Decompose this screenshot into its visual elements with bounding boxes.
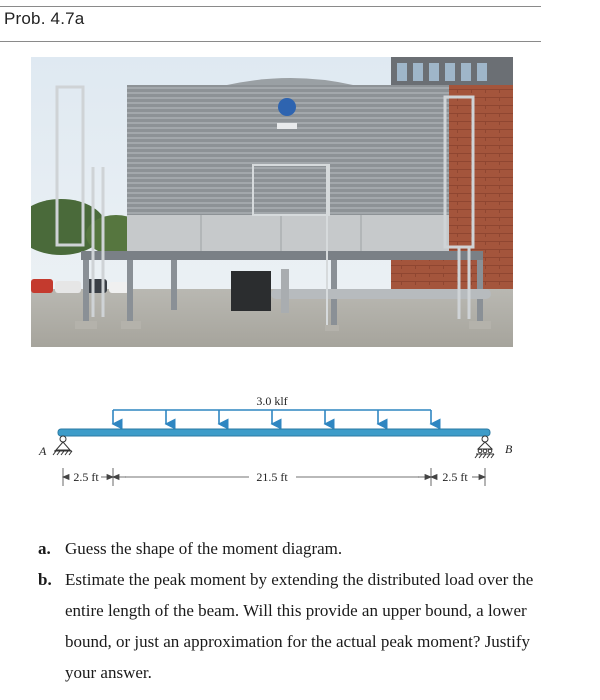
cooling-tower-photo: [31, 57, 513, 347]
dim-left-label: 2.5 ft: [73, 470, 99, 484]
question-b-text: Estimate the peak moment by extending the distributed load over the entire length of the beam. Will this provide an upper bound, a lower bound, or just an approximation for the actual peak moment? Justify your answer.: [65, 570, 534, 682]
question-a-text: Guess the shape of the moment diagram.: [65, 539, 343, 558]
question-a-label: a.: [38, 539, 51, 558]
top-rule: [0, 6, 541, 7]
title-rule: [0, 41, 541, 42]
beam: [58, 429, 490, 436]
logo-badge: [278, 98, 296, 116]
support-b-label: B: [505, 442, 513, 456]
distributed-load: [113, 410, 431, 424]
question-b-label: b.: [38, 570, 52, 589]
question-a: [38, 533, 558, 564]
question-b: [38, 564, 558, 688]
support-a-label: A: [39, 444, 47, 458]
support-a-pin: [53, 436, 72, 455]
question-list: [38, 533, 558, 688]
support-b-roller: [475, 436, 494, 458]
beam-diagram: [0, 380, 600, 510]
problem-title: Prob. 4.7a: [4, 9, 85, 28]
tower-basin: [127, 215, 449, 251]
dim-right-label: 2.5 ft: [442, 470, 468, 484]
dim-middle-label: 21.5 ft: [256, 470, 288, 484]
load-label: 3.0 klf: [256, 394, 288, 408]
